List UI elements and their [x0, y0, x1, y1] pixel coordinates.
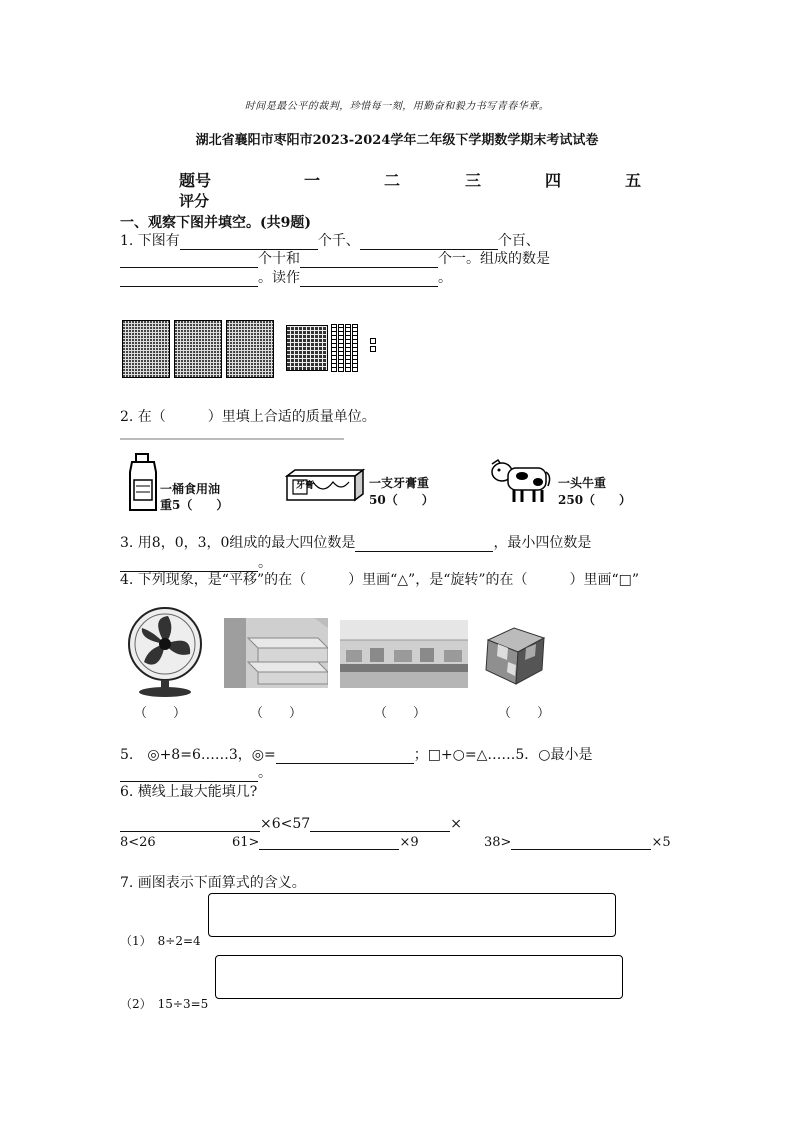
q6-r2-a: 8<26: [120, 835, 156, 850]
divider-line: [120, 438, 344, 440]
exam-title: 湖北省襄阳市枣阳市2023-2024学年二年级下学期数学期末考试试卷: [195, 133, 599, 148]
q1-blank-tens[interactable]: [120, 253, 258, 268]
q1-text-b: 个千、: [317, 233, 360, 249]
q7-item-2: （2） 15÷3=5: [120, 997, 209, 1011]
q4-answer-paren-3[interactable]: （ ）: [374, 706, 427, 721]
q6-r2-b: 61>: [232, 835, 260, 850]
q5-text-a: 5. ◎+8=6……3，◎=: [120, 747, 276, 763]
cow-icon: [488, 456, 552, 506]
question-6-row-1: [120, 816, 462, 832]
ten-rod: [345, 324, 351, 372]
conveyor-belt-icon: [340, 620, 468, 688]
q7-item-1: （1） 8÷2=4: [120, 934, 201, 948]
q5-blank-circle[interactable]: [276, 749, 414, 764]
q4-answer-paren-2[interactable]: （ ）: [250, 706, 303, 721]
section-heading: 一、观察下图并填空。(共9题): [120, 215, 311, 231]
q2-oil-line1: 一桶食用油: [160, 482, 221, 496]
thousand-cube: [122, 320, 170, 378]
ten-rod: [352, 324, 358, 372]
q3-text-c: 。: [258, 555, 272, 571]
q5-text-b: ；□+○=△……5．○最小是: [413, 747, 593, 763]
hundred-flat: [286, 325, 328, 371]
ten-rod: [338, 324, 344, 372]
ten-rod: [331, 324, 337, 372]
q1-blank-ones[interactable]: [300, 253, 438, 268]
q6-blank-3[interactable]: [259, 835, 399, 850]
q1-text-d: 个十和: [258, 251, 300, 267]
q7-drawing-box-1[interactable]: [208, 893, 616, 937]
q5-blank-min[interactable]: [120, 767, 258, 782]
question-1-line-3: [120, 267, 452, 287]
q6-r1-b: ×: [450, 816, 462, 832]
unit-cube: [370, 346, 376, 352]
question-6-text: 6. 横线上最大能填几?: [120, 784, 258, 800]
q1-blank-reading[interactable]: [300, 272, 438, 287]
q1-blank-number[interactable]: [120, 272, 258, 287]
q5-text-c: 。: [258, 765, 272, 781]
q6-r1-a: ×6<57: [260, 816, 311, 832]
q3-text-a: 3. 用8，0，3，0组成的最大四位数是: [120, 535, 356, 551]
score-column-4: 四: [545, 171, 562, 190]
q1-text-e: 个一。组成的数是: [438, 251, 550, 267]
q2-toothpaste-line2: 50（ ）: [369, 493, 434, 507]
q6-blank-2[interactable]: [310, 817, 450, 832]
electric-fan-icon: [120, 604, 210, 698]
question-5-line-1: [120, 744, 593, 764]
q3-text-b: ，最小四位数是: [493, 535, 592, 551]
thousand-cube: [226, 320, 274, 378]
question-7-text: 7. 画图表示下面算式的含义。: [120, 875, 306, 891]
score-column-5: 五: [625, 171, 642, 190]
q1-text-a: 1. 下图有: [120, 233, 180, 249]
question-2-text: 2. 在（ ）里填上合适的质量单位。: [120, 409, 376, 425]
drawer-cabinet-icon: [224, 618, 328, 688]
q6-r2-c: ×9: [399, 835, 419, 850]
question-6-row-2-right: [484, 835, 671, 850]
oil-bottle-icon: [126, 452, 160, 514]
q7-drawing-box-2[interactable]: [215, 955, 623, 999]
question-1-line-2: [120, 248, 550, 268]
unit-cube: [370, 338, 376, 344]
q6-r2-d: 38>: [484, 835, 512, 850]
thousand-cube: [174, 320, 222, 378]
q6-blank-4[interactable]: [511, 835, 651, 850]
q4-answer-paren-4[interactable]: （ ）: [498, 706, 551, 721]
question-5-line-2: [120, 762, 272, 782]
score-table-label-question: 题号: [179, 171, 212, 190]
question-3-line-1: [120, 532, 591, 552]
q1-text-g: 。: [438, 270, 452, 286]
question-4-text: 4. 下列现象，是“平移”的在（ ）里画“△”，是“旋转”的在（ ）里画“□”: [120, 572, 640, 588]
score-column-3: 三: [465, 171, 482, 190]
q2-cow-line1: 一头牛重: [558, 476, 607, 490]
q2-cow-line2: 250（ ）: [558, 493, 632, 507]
q1-text-c: 个百、: [497, 233, 540, 249]
q3-blank-max[interactable]: [355, 537, 493, 552]
question-6-row-2-mid: [232, 835, 419, 850]
q4-answer-paren-1[interactable]: （ ）: [134, 706, 187, 721]
rubiks-cube-icon: [480, 624, 552, 688]
q2-oil-line2: 重5（ ）: [160, 498, 229, 512]
question-1-line-1: [120, 230, 540, 250]
q2-toothpaste-line1: 一支牙膏重: [369, 476, 430, 490]
score-column-1: 一: [304, 171, 321, 190]
toothpaste-brand-text: 牙膏: [296, 481, 315, 491]
score-table-label-score: 评分: [179, 192, 210, 210]
q6-blank-1[interactable]: [120, 817, 260, 832]
header-motto: 时间是最公平的裁判，珍惜每一刻，用勤奋和毅力书写青春华章。: [244, 101, 550, 112]
q1-text-f: 。读作: [258, 270, 300, 286]
q6-r2-e: ×5: [651, 835, 671, 850]
score-column-2: 二: [384, 171, 401, 190]
